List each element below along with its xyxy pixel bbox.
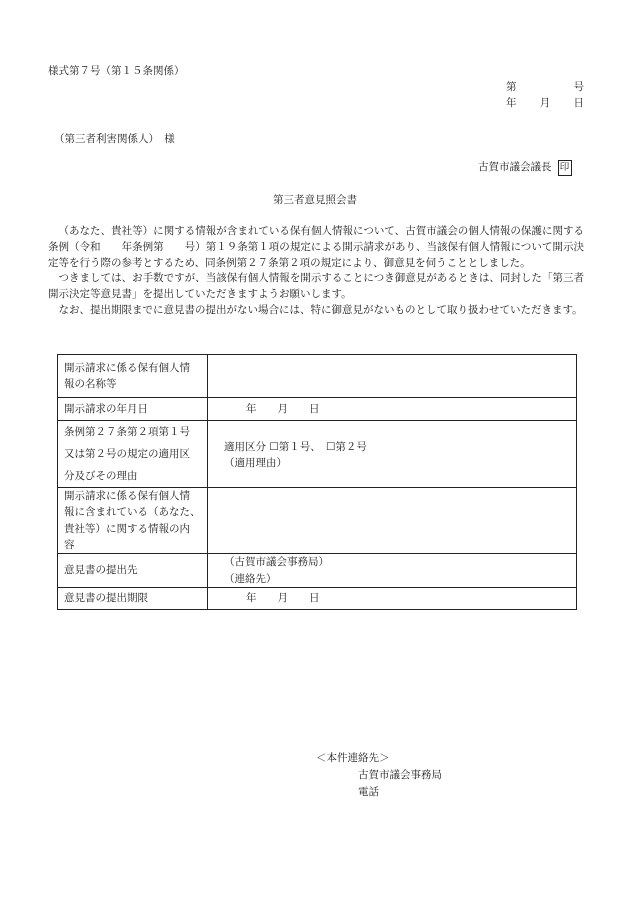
value-applicable-category [208,421,577,488]
body-paragraph-3: なお、提出期限までに意見書の提出がない場合には、特に御意見がないものとして取り扱わせていただきます。 [58,303,583,316]
contact-heading: ＜本件連絡先＞ [316,752,390,764]
label-info-content: 開示請求に係る保有個人情 報に含まれている（あなた、 貴社等）に関する情報の内 容 [58,488,208,554]
label-requested-info: 開示請求に係る保有個人情 報の名称等 [58,355,208,398]
table-row-request-date [58,398,577,421]
category-reason: （適用理由） [224,457,287,470]
category-checkboxes: 適用区分 ☐第１号、 ☐第２号 [224,441,367,453]
body-paragraph-2: つきましては、お手数ですが、当該保有個人情報を開示することにつき御意見があるときは、同封した「第三者開示決定等意見書」を提出していただきますようお願いします。 [48,272,584,300]
table-row-applicable-category [58,421,577,488]
date-year: 年 [506,97,517,109]
sender-line [478,160,572,176]
value-submission-address: （古賀市議会事務局） （連絡先） [208,554,577,588]
label-applicable-category: 条例第２７条第２項第１号 又は第２号の規定の適用区 分及びその理由 [58,421,208,488]
date-month: 月 [539,97,551,109]
document-number-line [506,80,584,96]
value-request-date: 年 月 日 [208,398,577,421]
seal-stamp: 印 [558,160,572,176]
table-row-submission-deadline [58,588,577,610]
document-number-prefix: 第 [506,81,517,93]
label-submission-deadline: 意見書の提出期限 [58,588,208,610]
value-info-content [208,488,577,554]
table-row-requested-info [58,355,577,398]
form-number: 様式第７号（第１５条関係） [48,65,185,77]
contact-tel: 電話 [358,786,379,798]
value-submission-deadline: 年 月 日 [208,588,577,610]
label-request-date: 開示請求の年月日 [58,398,208,421]
document-title: 第三者意見照会書 [273,194,357,206]
table-row-submission-address [58,554,577,588]
addressee: （第三者利害関係人） 様 [54,133,175,145]
document-number-suffix: 号 [573,81,584,93]
contact-office: 古賀市議会事務局 [358,769,442,781]
date-day: 日 [573,97,584,109]
sender-name: 古賀市議会議長 [478,161,552,174]
value-requested-info [208,355,577,398]
table-row-info-content [58,488,577,554]
request-info-table [57,354,577,610]
issue-date-line [506,96,584,112]
body-text [48,224,584,319]
label-submission-address: 意見書の提出先 [58,554,208,588]
body-paragraph-1: （あなた、貴社等）に関する情報が含まれている保有個人情報について、古賀市議会の個人情報の保護に関する条例（令和 年条例第 号）第１９条第１項の規定による開示請求があり、当該保有個人情報について開示決定等を行う際の参考とするため、同条例第２７条第２項の規定により、御意見を伺うこととしました。 [48,225,584,269]
